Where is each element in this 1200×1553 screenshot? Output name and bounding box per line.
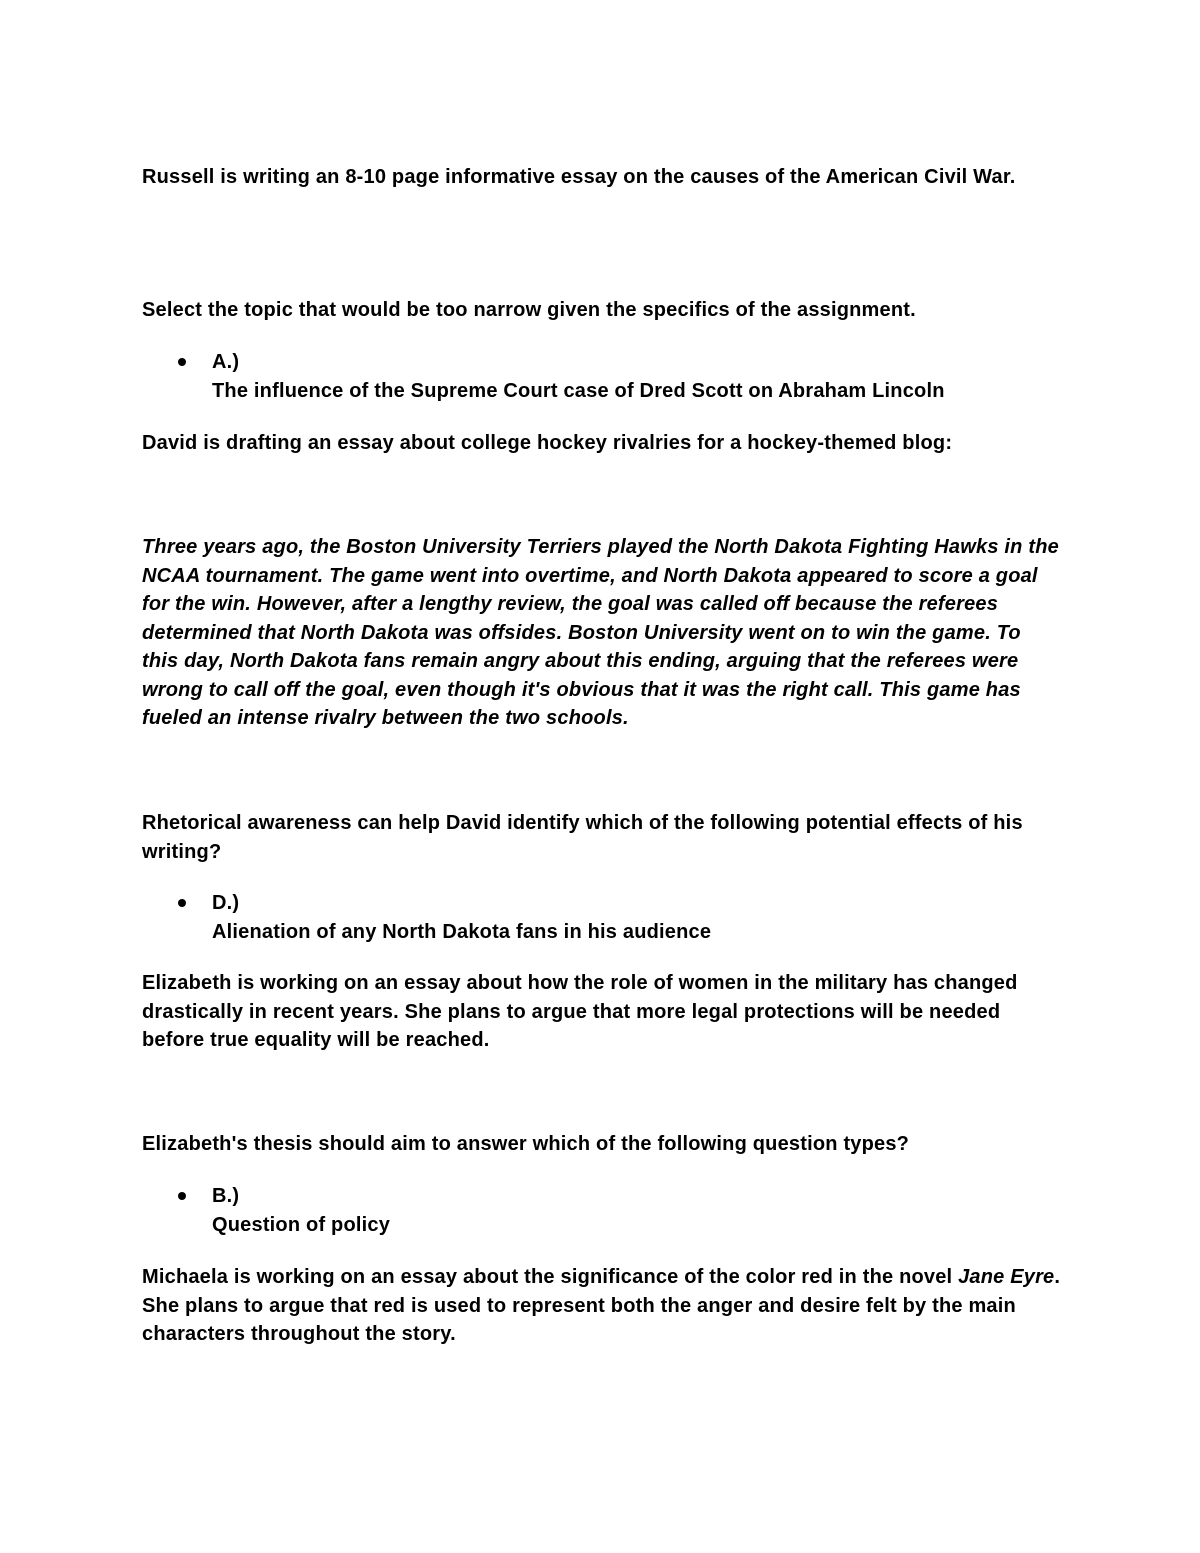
david-excerpt: Three years ago, the Boston University Terriers played the North Dakota Fighting Hawks in the NCAA tournament. The game went into overtime, and North Dakota appeared to score a goal for the win. However, after a lengthy review, the goal was called off because the referees determined that North Dakota was offsides. Boston University went on to win the game. To this day, North Dakota fans remain angry about this ending, arguing that the referees were wrong to call off the goal, even though it's obvious that it was the right call. This game has fueled an intense rivalry between the two schools.	[142, 536, 1059, 729]
michaela-prompt-end: . She plans to argue that red is used to represent both the anger and desire felt by the main characters throughout the story.	[142, 1266, 1061, 1345]
bullet-icon	[178, 899, 186, 907]
david-answer	[142, 889, 1062, 946]
answer-text: The influence of the Supreme Court case of Dred Scott on Abraham Lincoln	[212, 379, 945, 402]
answer-letter: A.)	[212, 351, 240, 373]
russell-prompt: Russell is writing an 8-10 page informative essay on the causes of the American Civil War.	[142, 166, 1016, 188]
michaela-prompt	[142, 1263, 1062, 1349]
elizabeth-prompt: Elizabeth is working on an essay about how the role of women in the military has changed drastically in recent years. She plans to argue that more legal protections will be needed before true equality will be reached.	[142, 972, 1018, 1051]
michaela-prompt-start: Michaela is working on an essay about the significance of the color red in the novel	[142, 1266, 959, 1288]
book-title: Jane Eyre	[958, 1266, 1055, 1288]
david-prompt: David is drafting an essay about college hockey rivalries for a hockey-themed blog:	[142, 432, 953, 454]
answer-text: Question of policy	[212, 1213, 391, 1236]
russell-answer	[142, 348, 1062, 405]
elizabeth-question: Elizabeth's thesis should aim to answer which of the following question types?	[142, 1133, 910, 1155]
russell-question: Select the topic that would be too narrow given the specifics of the assignment.	[142, 299, 916, 321]
answer-letter: B.)	[212, 1185, 240, 1207]
answer-letter: D.)	[212, 892, 240, 914]
david-question: Rhetorical awareness can help David identify which of the following potential effects of his writing?	[142, 812, 1023, 863]
answer-text: Alienation of any North Dakota fans in his audience	[212, 920, 712, 943]
bullet-icon	[178, 1192, 186, 1200]
elizabeth-answer	[142, 1182, 1062, 1239]
bullet-icon	[178, 358, 186, 366]
